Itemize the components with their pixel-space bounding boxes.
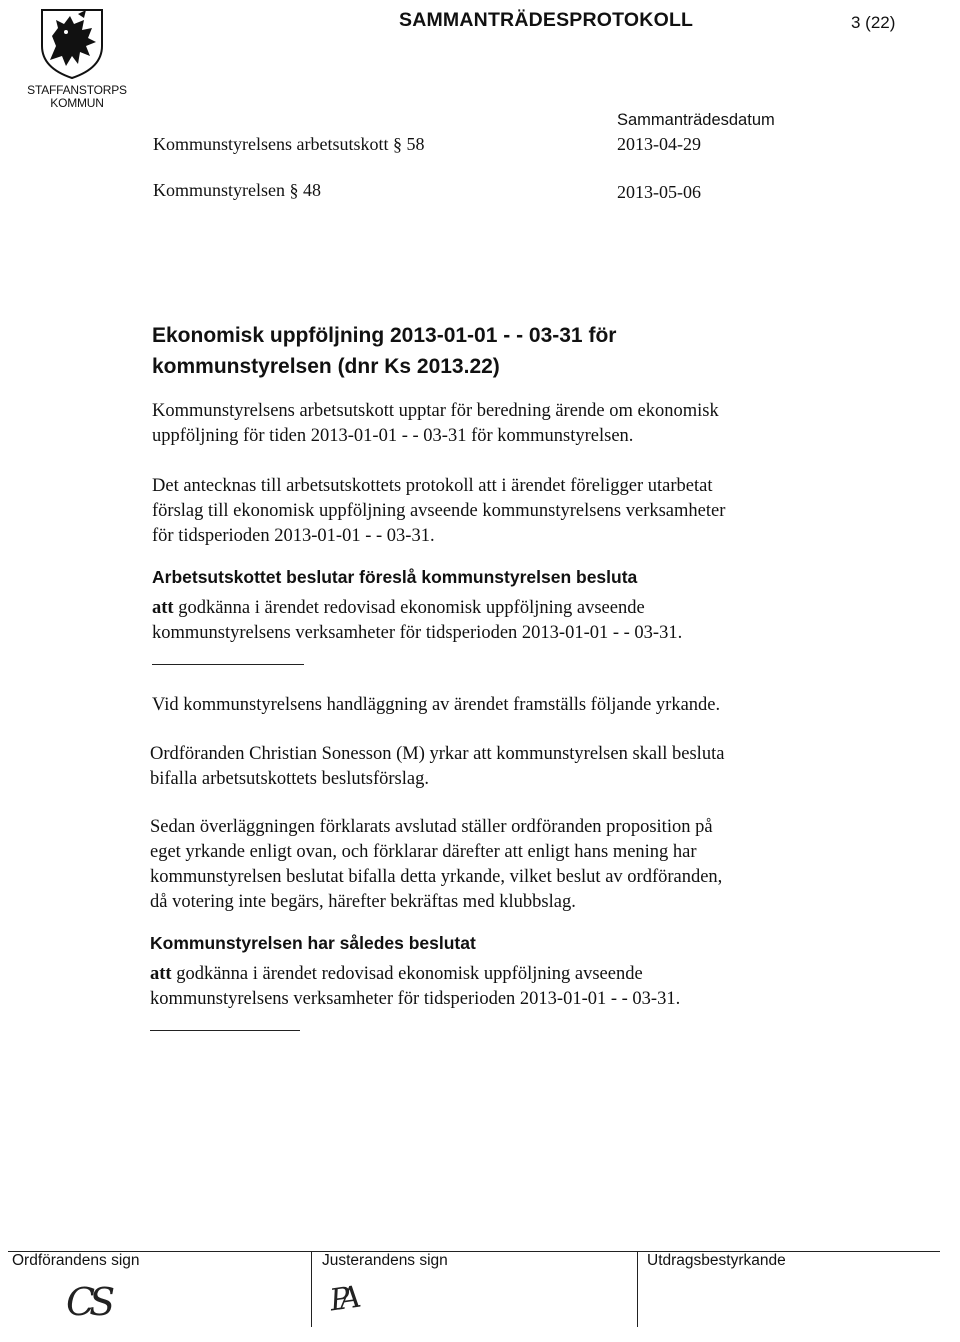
- footer-rule: [8, 1251, 940, 1252]
- griffin-shield-icon: [36, 6, 108, 80]
- paragraph-motion: [150, 742, 850, 792]
- paragraph-line: Sedan överläggningen förklarats avslutad ställer ordföranden proposition på: [150, 817, 713, 837]
- paragraph-line: förslag till ekonomisk uppföljning avseende kommunstyrelsens verksamheter: [152, 501, 726, 521]
- paragraph-line: godkänna i ärendet redovisad ekonomisk uppföljning avseende: [173, 598, 645, 618]
- meeting-date-label: Sammanträdesdatum: [617, 111, 775, 129]
- footer-divider: [311, 1251, 312, 1327]
- paragraph-handling: [152, 693, 852, 718]
- meeting-date-2: 2013-05-06: [617, 182, 701, 202]
- paragraph-line: eget yrkande enligt ovan, och förklarar därefter att enligt hans mening har: [150, 842, 697, 862]
- section-heading-line2: kommunstyrelsen (dnr Ks 2013.22): [152, 355, 500, 378]
- meeting-body-2: Kommunstyrelsen § 48: [153, 180, 321, 200]
- au-proposal-heading: Arbetsutskottet beslutar föreslå kommunstyrelsen besluta: [152, 567, 638, 587]
- ks-decision-text: [150, 962, 850, 1012]
- section-heading-line1: Ekonomisk uppföljning 2013-01-01 - - 03-31 för: [152, 324, 617, 347]
- ks-decision-heading: Kommunstyrelsen har således beslutat: [150, 933, 476, 953]
- paragraph-proposition: [150, 815, 850, 915]
- meeting-date-1: 2013-04-29: [617, 134, 701, 154]
- paragraph-line: Vid kommunstyrelsens handläggning av ärendet framställs följande yrkande.: [152, 695, 721, 715]
- footer-divider: [637, 1251, 638, 1327]
- paragraph-line: Det antecknas till arbetsutskottets protokoll att i ärendet föreligger utarbetat: [152, 476, 713, 496]
- adjuster-sign-label: Justerandens sign: [322, 1252, 448, 1269]
- au-proposal-text: [152, 596, 852, 646]
- paragraph-line: för tidsperioden 2013-01-01 - - 03-31.: [152, 526, 435, 546]
- au-att-keyword: att: [152, 598, 174, 618]
- extract-certification-label: Utdragsbestyrkande: [647, 1252, 786, 1269]
- paragraph-line: kommunstyrelsens verksamheter för tidsperioden 2013-01-01 - - 03-31.: [150, 989, 681, 1009]
- adjuster-signature: PA: [327, 1280, 356, 1319]
- paragraph-intro: [152, 399, 852, 449]
- chair-signature: CS: [66, 1280, 110, 1324]
- paragraph-annotation: [152, 474, 852, 549]
- municipality-logo: [22, 6, 127, 110]
- paragraph-line: kommunstyrelsen beslutat bifalla detta yrkande, vilket beslut av ordföranden,: [150, 867, 723, 887]
- paragraph-line: uppföljning för tiden 2013-01-01 - - 03-31 för kommunstyrelsen.: [152, 426, 634, 446]
- paragraph-line: kommunstyrelsens verksamheter för tidsperioden 2013-01-01 - - 03-31.: [152, 623, 683, 643]
- meeting-body-1: Kommunstyrelsens arbetsutskott § 58: [153, 134, 425, 154]
- divider-line: [150, 1030, 300, 1031]
- logo-text-line1: STAFFANSTORPS: [27, 83, 127, 97]
- chair-sign-label: Ordförandens sign: [12, 1252, 140, 1269]
- paragraph-line: godkänna i ärendet redovisad ekonomisk uppföljning avseende: [171, 964, 643, 984]
- paragraph-line: Ordföranden Christian Sonesson (M) yrkar att kommunstyrelsen skall besluta: [150, 744, 725, 764]
- document-title: SAMMANTRÄDESPROTOKOLL: [399, 9, 694, 31]
- paragraph-line: Kommunstyrelsens arbetsutskott upptar för beredning ärende om ekonomisk: [152, 401, 719, 421]
- page-number: 3 (22): [851, 13, 896, 32]
- paragraph-line: bifalla arbetsutskottets beslutsförslag.: [150, 769, 429, 789]
- section-heading: [152, 320, 792, 382]
- divider-line: [152, 664, 304, 665]
- paragraph-line: då votering inte begärs, härefter bekräftas med klubbslag.: [150, 892, 576, 912]
- logo-text-line2: KOMMUN: [50, 96, 104, 110]
- ks-att-keyword: att: [150, 964, 172, 984]
